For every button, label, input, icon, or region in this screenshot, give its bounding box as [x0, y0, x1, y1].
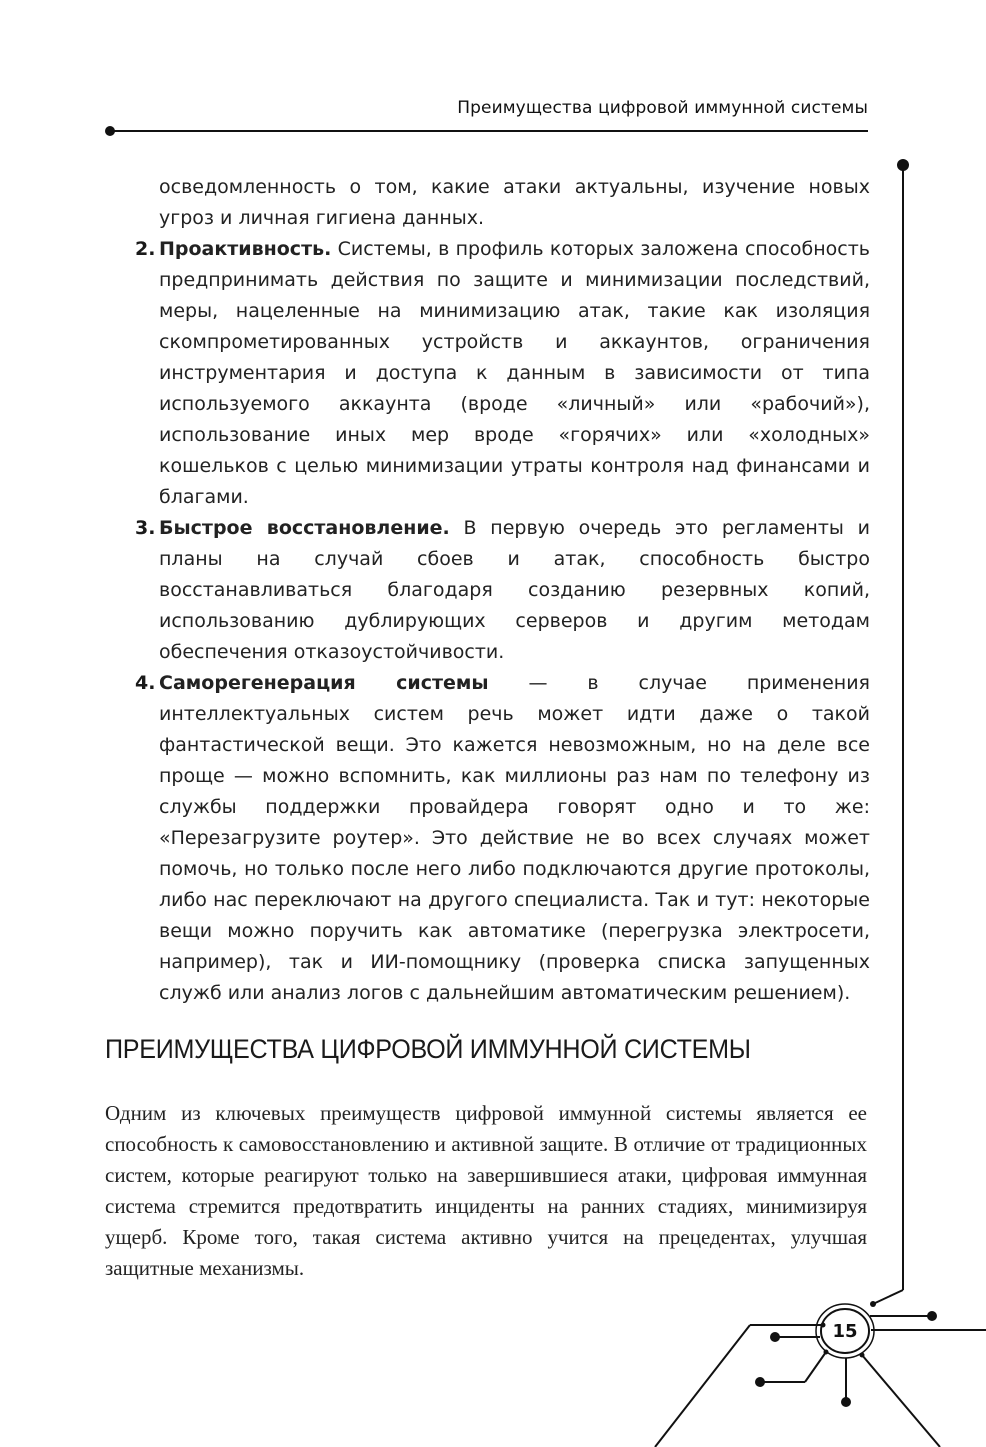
section-body: Одним из ключевых преимуществ цифровой иммунной системы является ее способность к самовосстановлению и активной защите. В отличие от традиционных систем, которые реагируют только на завершившиеся атаки, цифровая иммунная система стремится предотвратить инциденты на ранних стадиях, минимизируя ущерб. Кроме того, такая система активно учится на прецедентах, улучшая защитные механизмы. [105, 1101, 867, 1280]
list-item-term: Проактивность. [159, 238, 332, 260]
running-header: Преимущества цифровой иммунной системы [457, 98, 868, 118]
list-item-text: Системы, в профиль которых заложена способность предпринимать действия по защите и минимизации последствий, меры, нацеленные на минимизацию атак, такие как изоляция скомпрометированных устройств и аккаунтов, ограничения инструментария и доступа к данным в зависимости от типа используемого аккаунта (вроде «личный» или «рабочий»), использование иных мер вроде «горячих» или «холодных» кошельков с целью минимизации утраты контроля над финансами и благами. [159, 238, 870, 508]
section-title: ПРЕИМУЩЕСТВА ЦИФРОВОЙ ИММУННОЙ СИСТЕМЫ [105, 1034, 751, 1064]
feature-list [135, 234, 870, 1009]
list-item-number: 2. [135, 238, 156, 260]
list-item-term: Быстрое восстановление. [159, 517, 450, 539]
list-item-number: 3. [135, 517, 156, 539]
list-item-text: В первую очередь это регламенты и планы на случай сбоев и атак, способность быстро восстанавливаться благодаря созданию резервных копий, использованию дублирующих серверов и другим методам обеспечения отказоустойчивости. [159, 517, 870, 663]
list-item [135, 668, 870, 1009]
list-item-number: 4. [135, 672, 156, 694]
list-item-term: Саморегенерация системы [159, 672, 489, 694]
page-number: 15 [832, 1320, 858, 1342]
list-item-text: — в случае применения интеллектуальных систем речь может идти даже о такой фантастической вещи. Это кажется невозможным, но на деле все проще — можно вспомнить, как миллионы раз нам по телефону из службы поддержки провайдера говорят одно и то же: «Перезагрузите роутер». Это действие не во всех случаях может помочь, но только после него либо подключаются другие протоколы, либо нас переключают на другого специалиста. Так и тут: некоторые вещи можно поручить как автоматике (перегрузка электросети, например), так и ИИ-помощнику (проверка списка запущенных служб или анализ логов с дальнейшим автоматическим решением). [159, 672, 870, 1004]
list-item [135, 234, 870, 513]
list-continuation: осведомленность о том, какие атаки актуальны, изучение новых угроз и личная гигиена данных. [159, 176, 870, 229]
list-item [135, 513, 870, 668]
